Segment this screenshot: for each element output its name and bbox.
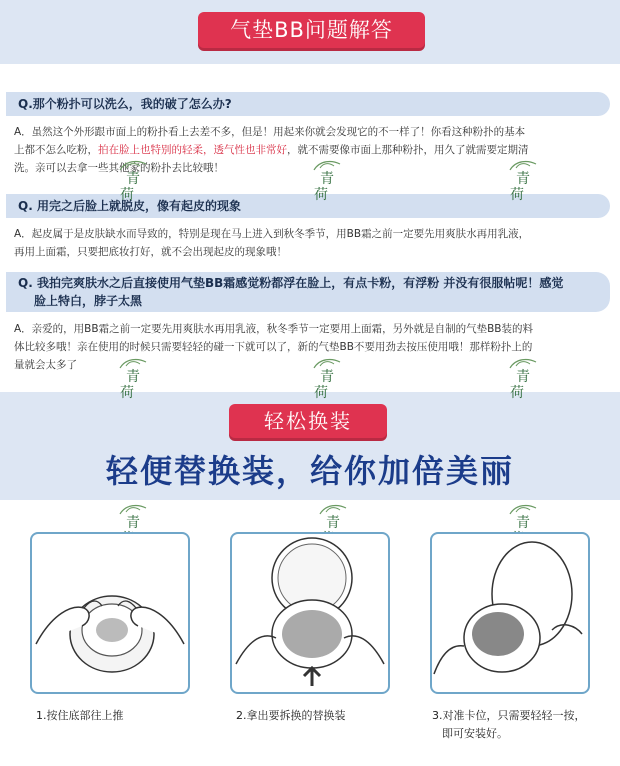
question-3 <box>6 272 610 312</box>
watermark-logo: 青 荷 <box>312 356 342 398</box>
watermark-logo: 青 荷 <box>312 158 342 200</box>
step-2-caption: 2.拿出要拆换的替换装 <box>236 709 346 722</box>
step-3-caption-line-2: 即可安装好。 <box>442 727 508 740</box>
answer-1-line-3: 洗。亲可以去拿一些其他家的粉扑去比较哦！ <box>14 162 224 174</box>
answer-3-line-3: 量就会太多了 <box>14 359 77 371</box>
question-3-line-1: Q. 我拍完爽肤水之后直接使用气垫BB霜感觉粉都浮在脸上，有点卡粉，有浮粉 并没有很服帖呢！感觉 <box>18 276 564 290</box>
answer-2-line-1: A．起皮属于是皮肤缺水而导致的，特别是现在马上进入到秋冬季节，用BB霜之前一定要先用爽肤水再用乳液， <box>14 228 530 240</box>
watermark-logo: 青 <box>318 502 348 544</box>
answer-1-line-2: 上都不怎么吃粉，拍在脸上也特别的轻柔，透气性也非常好，就不需要像市面上那种粉扑，用久了就需要定期清 <box>14 144 529 156</box>
section-title-replace: 轻松换装 <box>229 404 387 438</box>
step-3-caption-line-1: 3.对准卡位，只需要轻轻一按， <box>432 709 586 722</box>
watermark-logo: 青 荷 <box>508 356 538 398</box>
answer-1-line-1: A．虽然这个外形跟市面上的粉扑看上去差不多，但是！用起来你就会发现它的不一样了！你看这种粉扑的基本 <box>14 126 526 138</box>
watermark-logo: 青 荷 <box>118 356 148 398</box>
step-1-caption: 1.按住底部往上推 <box>36 709 124 722</box>
answer-3-line-2: 体比较多哦！亲在使用的时候只需要轻轻的碰一下就可以了，新的气垫BB不要用劲去按压使用哦！那样粉扑上的 <box>14 341 533 353</box>
watermark-logo: 青 荷 <box>508 158 538 200</box>
question-2: Q. 用完之后脸上就脱皮，像有起皮的现象 <box>6 194 610 218</box>
step-1-illustration <box>30 532 190 694</box>
step-3-caption <box>432 707 586 743</box>
watermark-logo: 青 <box>508 502 538 544</box>
watermark-logo: 青 <box>118 502 148 544</box>
headline: 轻便替换装，给你加倍美丽 <box>105 452 514 490</box>
answer-1-highlight: 拍在脸上也特别的轻柔，透气性也非常好 <box>98 144 287 156</box>
section-title-qa: 气垫BB问题解答 <box>198 12 425 48</box>
answer-3-line-1: A．亲爱的，用BB霜之前一定要先用爽肤水再用乳液，秋冬季节一定要用上面霜，另外就是自制的气垫BB装的料 <box>14 323 533 335</box>
answer-2 <box>14 225 608 261</box>
question-3-line-2: 脸上特白，脖子太黑 <box>34 294 143 308</box>
watermark-logo: 青 荷 <box>118 158 148 200</box>
answer-2-line-2: 再用上面霜，只要把底妆打好，就不会出现起皮的现象哦！ <box>14 246 287 258</box>
step-3-illustration <box>430 532 590 694</box>
question-1: Q.那个粉扑可以洗么，我的破了怎么办? <box>6 92 610 116</box>
step-2-illustration <box>230 532 390 694</box>
